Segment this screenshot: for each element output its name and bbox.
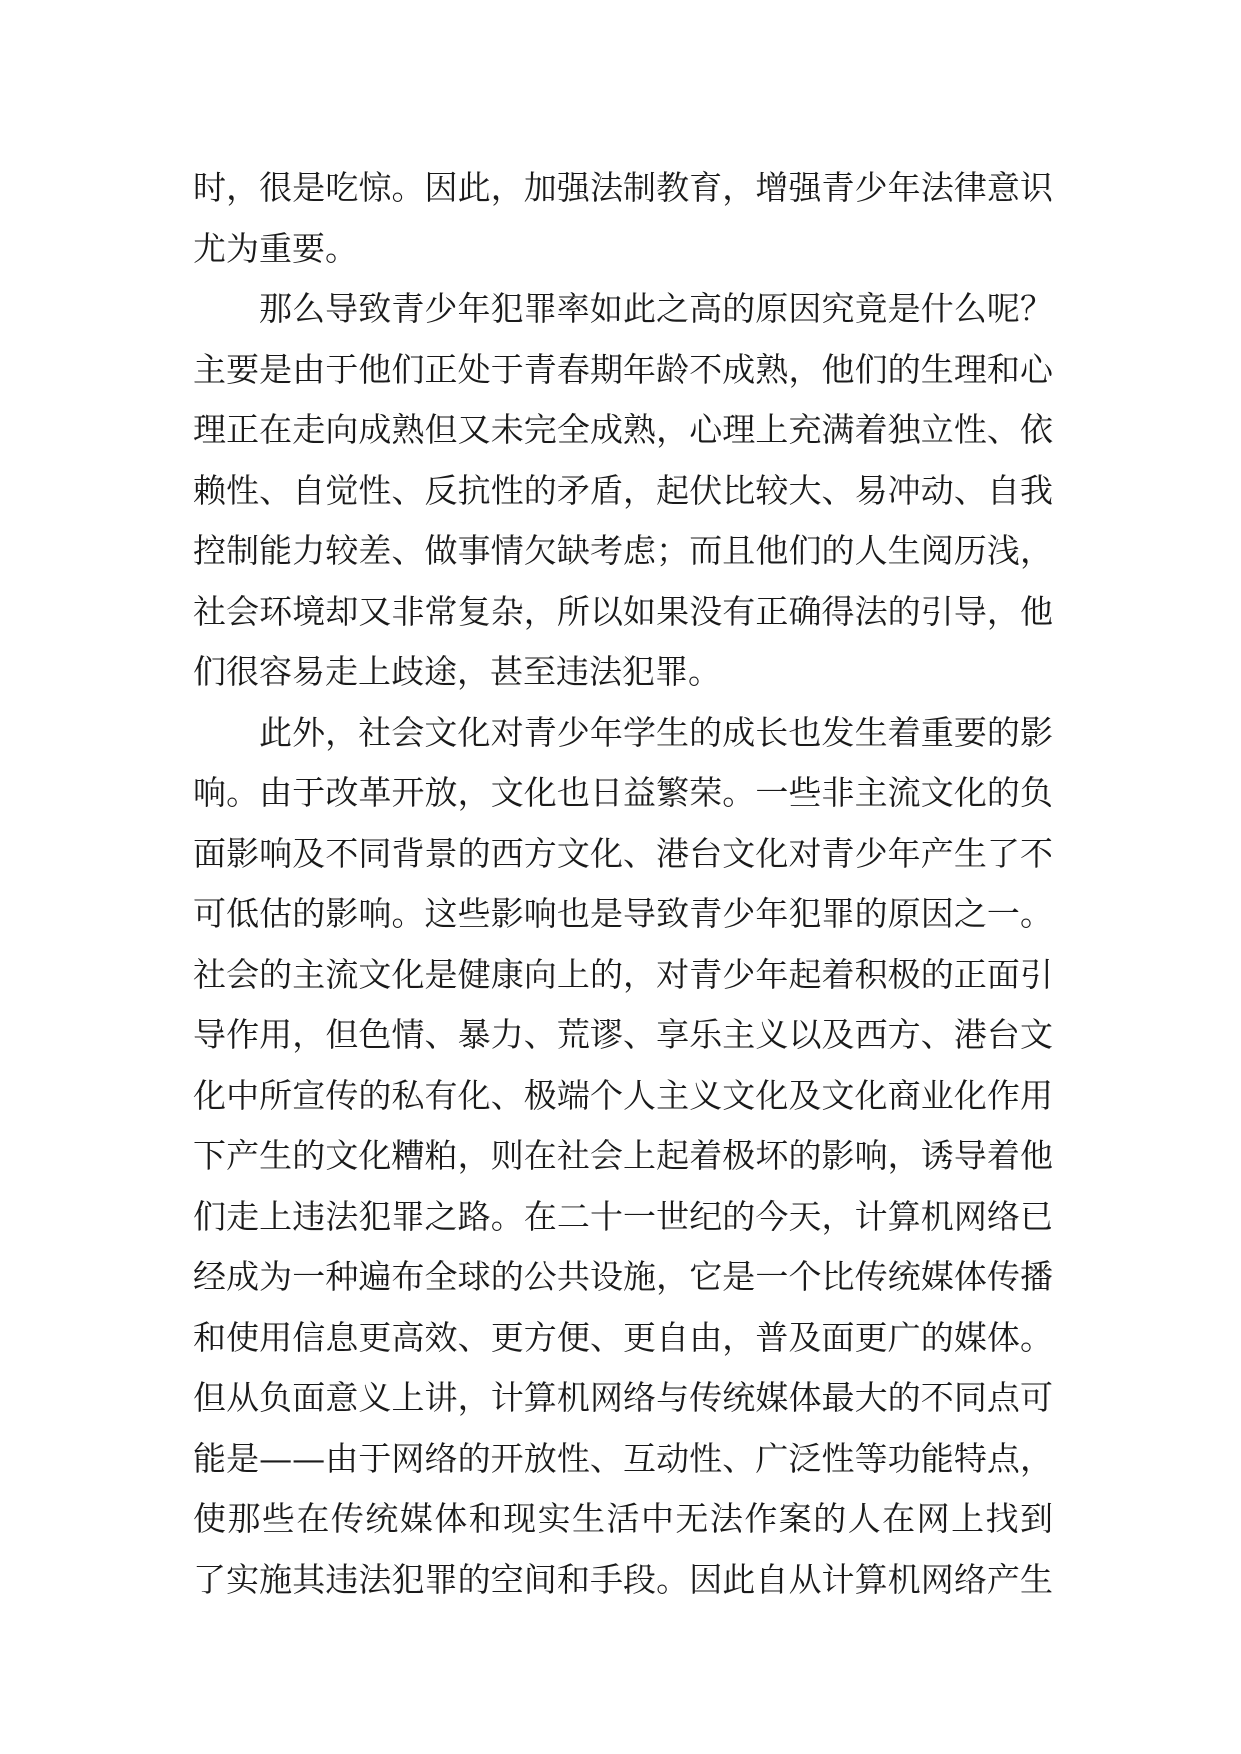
text-line: 理正在走向成熟但又未完全成熟，心理上充满着独立性、依 [193,410,1053,449]
text-line: 主要是由于他们正处于青春期年龄不成熟，他们的生理和心 [193,349,1053,389]
text-line: 能是——由于网络的开放性、互动性、广泛性等功能特点， [193,1438,1053,1478]
text-line: 下产生的文化糟粕，则在社会上起着极坏的影响，诱导着他 [193,1136,1053,1175]
text-line: 们走上违法犯罪之路。在二十一世纪的今天，计算机网络已 [193,1196,1053,1236]
text-line: 导作用，但色情、暴力、荒谬、享乐主义以及西方、港台文 [193,1015,1053,1054]
text-line: 们很容易走上歧途，甚至违法犯罪。 [193,652,721,691]
text-line: 赖性、自觉性、反抗性的矛盾，起伏比较大、易冲动、自我 [193,470,1053,510]
text-line: 和使用信息更高效、更方便、更自由，普及面更广的媒体。 [193,1317,1053,1357]
body-text [193,158,1053,1610]
text-line: 社会环境却又非常复杂，所以如果没有正确得法的引导，他 [193,591,1053,631]
text-line: 了实施其违法犯罪的空间和手段。因此自从计算机网络产生 [193,1559,1053,1599]
text-line: 但从负面意义上讲，计算机网络与传统媒体最大的不同点可 [193,1378,1053,1417]
paragraph-first-line: 那么导致青少年犯罪率如此之高的原因究竟是什么呢？ [259,289,1053,328]
paragraph-first-line: 此外，社会文化对青少年学生的成长也发生着重要的影 [259,712,1053,752]
text-line: 社会的主流文化是健康向上的，对青少年起着积极的正面引 [193,954,1053,994]
text-line: 时，很是吃惊。因此，加强法制教育，增强青少年法律意识 [193,168,1053,207]
text-line: 响。由于改革开放，文化也日益繁荣。一些非主流文化的负 [193,773,1053,812]
text-line: 使那些在传统媒体和现实生活中无法作案的人在网上找到 [193,1499,1053,1538]
text-line: 可低估的影响。这些影响也是导致青少年犯罪的原因之一。 [193,894,1053,933]
text-line: 经成为一种遍布全球的公共设施，它是一个比传统媒体传播 [193,1257,1053,1296]
text-line: 尤为重要。 [193,228,358,268]
text-line: 面影响及不同背景的西方文化、港台文化对青少年产生了不 [193,833,1053,873]
text-line: 化中所宣传的私有化、极端个人主义文化及文化商业化作用 [193,1075,1053,1115]
text-line: 控制能力较差、做事情欠缺考虑；而且他们的人生阅历浅， [193,531,1053,570]
